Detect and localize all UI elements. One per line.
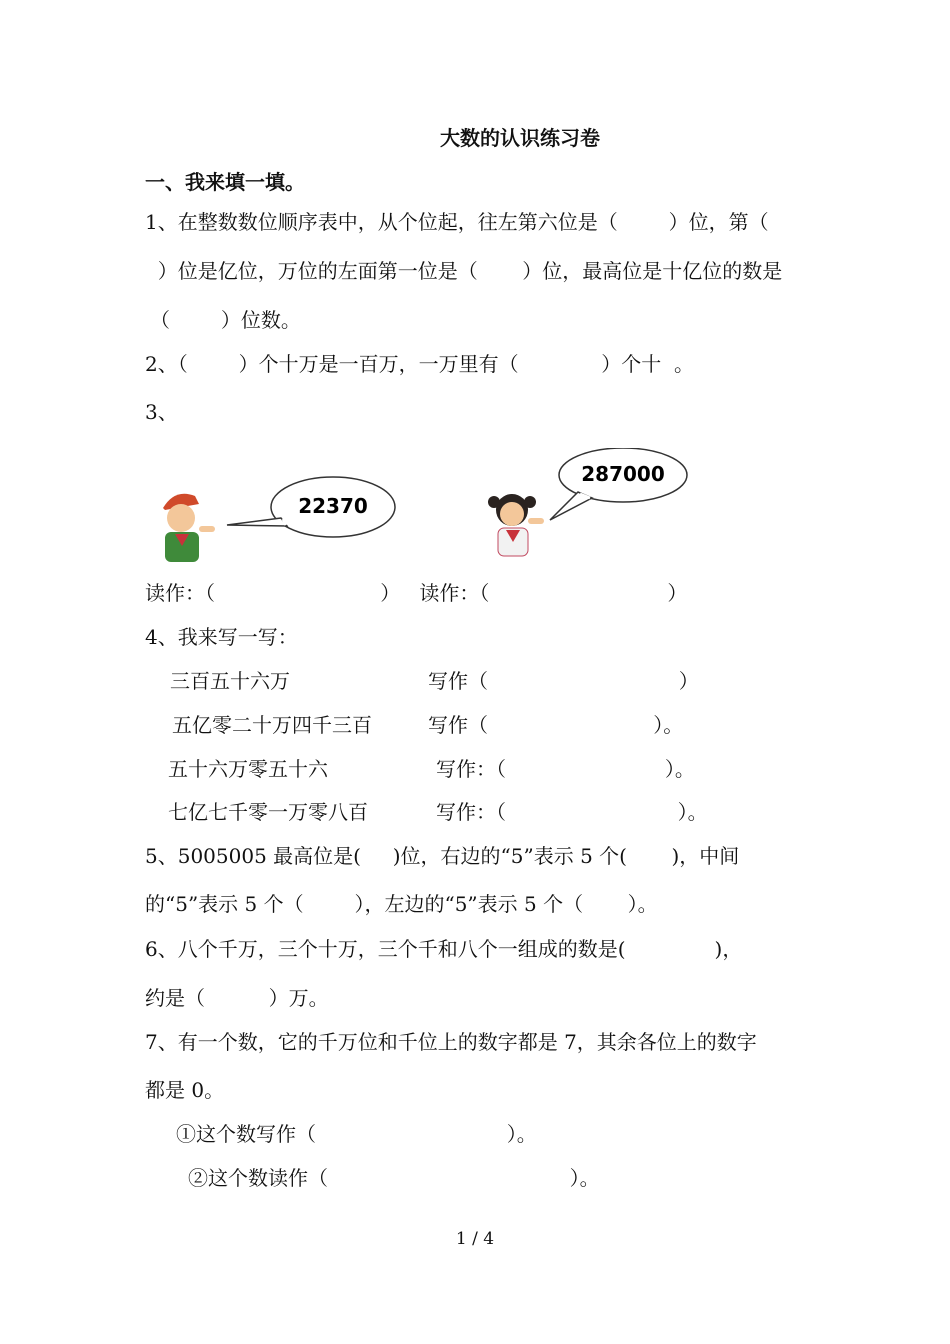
boy-icon (163, 494, 215, 562)
q6-line1: 6、八个千万，三个十万，三个千和八个一组成的数是( )， (145, 937, 743, 961)
page-title: 大数的认识练习卷 (440, 126, 600, 150)
bubble-girl-number: 287000 (581, 462, 665, 486)
section-heading: 一、我来填一填。 (145, 170, 305, 194)
q4-label: 4、我来写一写： (145, 625, 298, 649)
q4-item-text: 五亿零二十万四千三百 (172, 713, 372, 737)
q1-line1: 1、在整数数位顺序表中，从个位起，往左第六位是（ ）位，第（ (145, 210, 769, 234)
q4-item-text: 七亿七千零一万零八百 (168, 800, 368, 824)
q4-item-answer: 写作（ ） (428, 669, 699, 693)
q5-line2: 的“5”表示 5 个（ ），左边的“5”表示 5 个（ ）。 (145, 892, 658, 916)
q4-item-answer: 写作：（ ）。 (436, 757, 695, 781)
bubble-boy-number: 22370 (298, 494, 368, 518)
q2-line: 2、（ ）个十万是一百万，一万里有（ ）个十 。 (145, 352, 694, 376)
q4-item-answer: 写作（ ）。 (428, 713, 684, 737)
q7-line1: 7、有一个数，它的千万位和千位上的数字都是 7，其余各位上的数字 (145, 1030, 757, 1054)
q4-item-text: 三百五十六万 (170, 669, 290, 693)
girl-icon (488, 494, 544, 556)
q3-read-line: 读作：（ ） 读作：（ ） (145, 581, 688, 605)
q7-sub1: ①这个数写作（ ）。 (176, 1122, 537, 1146)
q6-line2: 约是（ ）万。 (145, 986, 329, 1010)
q1-line3: （ ）位数。 (150, 308, 301, 332)
q5-line1: 5、5005005 最高位是( )位，右边的“5”表示 5 个( )，中间 (145, 844, 740, 868)
girl-illustration (480, 448, 695, 558)
q3-label: 3、 (145, 400, 178, 424)
q1-line2: ）位是亿位，万位的左面第一位是（ ）位，最高位是十亿位的数是 (145, 259, 783, 283)
page-number: 1 / 4 (455, 1229, 495, 1249)
q7-line2: 都是 0。 (145, 1078, 225, 1102)
q4-item-answer: 写作：（ ）。 (436, 800, 708, 824)
q7-sub2: ②这个数读作（ ）。 (188, 1166, 600, 1190)
q4-item-text: 五十六万零五十六 (168, 757, 328, 781)
boy-illustration (155, 470, 405, 565)
